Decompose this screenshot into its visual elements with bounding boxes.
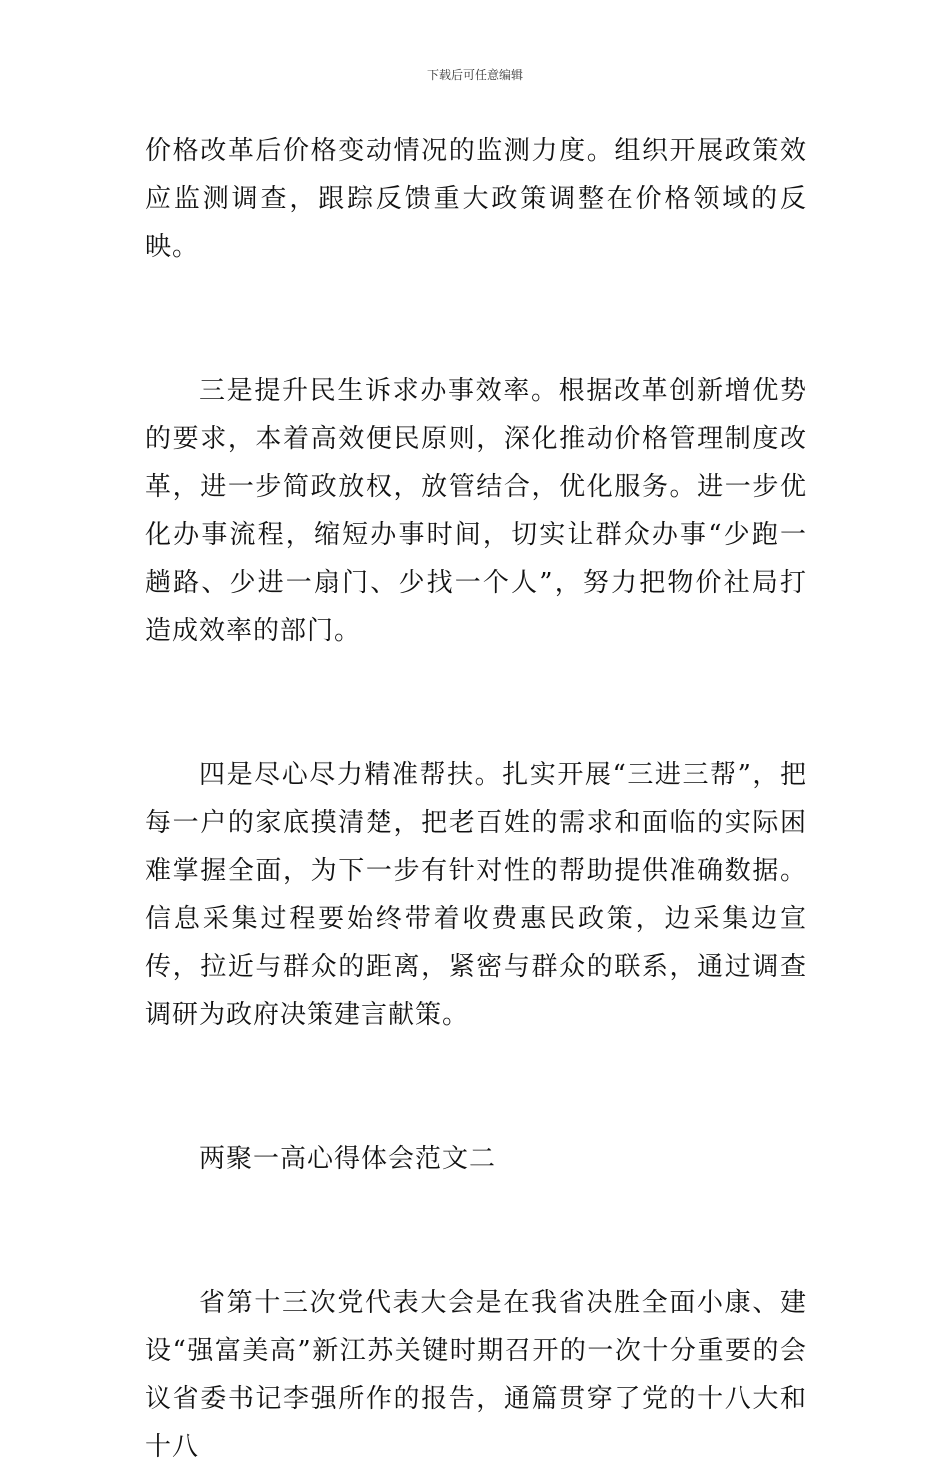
paragraph-continuation: 价格改革后价格变动情况的监测力度。组织开展政策效应监测调查，跟踪反馈重大政策调整在价格领域的反映。	[145, 136, 807, 262]
paragraph-essay-two-intro: 省第十三次党代表大会是在我省决胜全面小康、建设“强富美高”新江苏关键时期召开的一次十分重要的会议省委书记李强所作的报告，通篇贯穿了党的十八大和十八	[145, 1288, 807, 1462]
paragraph-point-three: 三是提升民生诉求办事效率。根据改革创新增优势的要求，本着高效便民原则，深化推动价格管理制度改革，进一步简政放权，放管结合，优化服务。进一步优化办事流程，缩短办事时间，切实让群众办事“少跑一趟路、少进一扇门、少找一个人”，努力把物价社局打造成效率的部门。	[145, 376, 807, 646]
paragraph-point-four: 四是尽心尽力精准帮扶。扎实开展“三进三帮”，把每一户的家底摸清楚，把老百姓的需求和面临的实际困难掌握全面，为下一步有针对性的帮助提供准确数据。信息采集过程要始终带着收费惠民政策，边采集边宣传，拉近与群众的距离，紧密与群众的联系，通过调查调研为政府决策建言献策。	[145, 760, 807, 1030]
document-body	[145, 127, 807, 1471]
page-header: 下载后可任意编辑	[426, 68, 523, 82]
section-heading: 两聚一高心得体会范文二	[199, 1144, 497, 1174]
